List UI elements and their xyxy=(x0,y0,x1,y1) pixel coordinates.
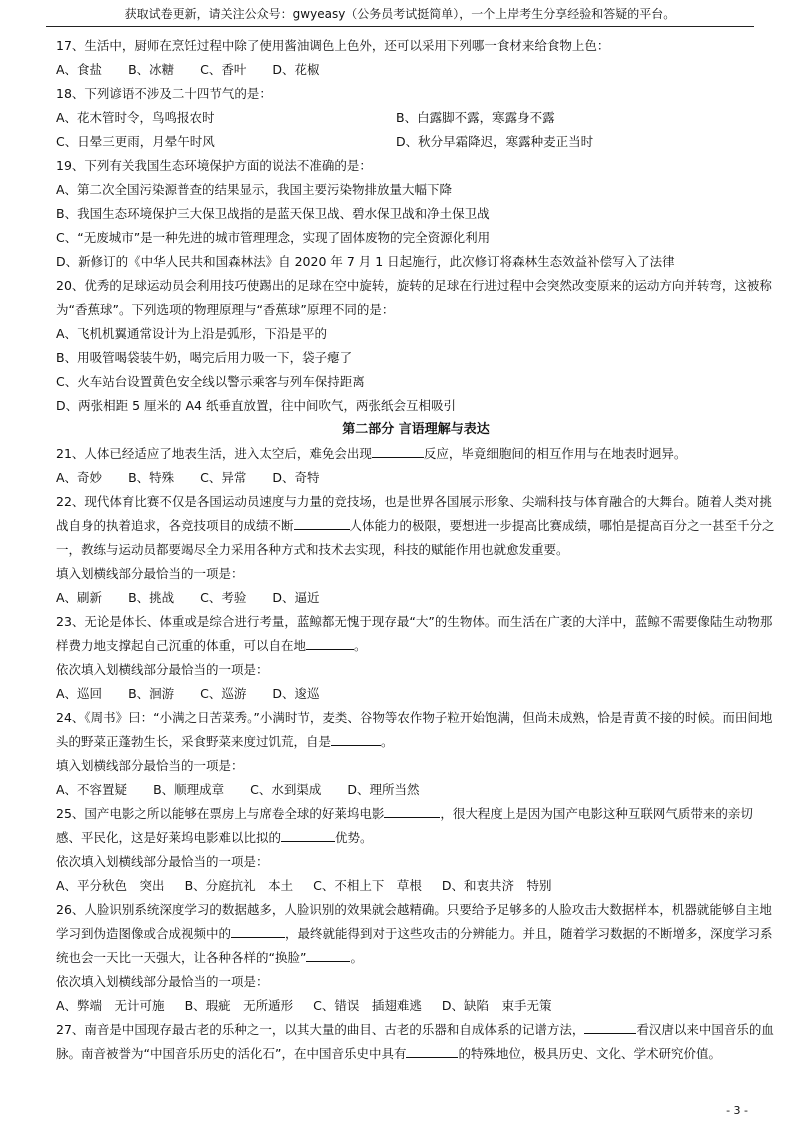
q25-stem-part3: 优势。 xyxy=(335,830,373,845)
q26-option-a: A、弊端 无计可施 xyxy=(56,998,165,1013)
q23-ask: 依次填入划横线部分最恰当的一项是： xyxy=(56,662,269,677)
q24-option-b: B、顺理成章 xyxy=(153,782,225,797)
page-number: - 3 - xyxy=(726,1104,748,1117)
q26-ask: 依次填入划横线部分最恰当的一项是： xyxy=(56,974,269,989)
q21-stem-part2: 反应，毕竟细胞间的相互作用与在地表时迥异。 xyxy=(423,446,687,461)
q19-option-a: A、第二次全国污染源普查的结果显示，我国主要污染物排放量大幅下降 xyxy=(56,182,453,197)
q25-option-c: C、不相上下 草根 xyxy=(313,878,422,893)
q17-option-b: B、冰糖 xyxy=(128,62,175,77)
q26-stem-part2: ，最终就能得到对于这些攻击的分辨能力。并且，随着学习数据的不断增多，深度学习系统也会一天比一天强大，让各种各样的“换脸” xyxy=(56,926,773,965)
page-header: 获取试卷更新，请关注公众号：gwyeasy（公务员考试挺简单），一个上岸考生分享经验和答疑的平台。 xyxy=(124,7,676,21)
document-body xyxy=(56,34,776,1066)
q21-option-c: C、异常 xyxy=(200,470,247,485)
q22-blank xyxy=(294,515,350,530)
q20-option-d: D、两张相距 5 厘米的 A4 纸垂直放置，往中间吹气，两张纸会互相吸引 xyxy=(56,398,456,413)
q24-stem xyxy=(56,706,776,754)
q17-option-c: C、香叶 xyxy=(200,62,247,77)
q25-options xyxy=(56,874,776,898)
q21-options xyxy=(56,466,776,490)
q20-option-a: A、飞机机翼通常设计为上沿是弧形，下沿是平的 xyxy=(56,326,328,341)
q21-blank xyxy=(372,443,424,458)
q19-option-d: D、新修订的《中华人民共和国森林法》自 2020 年 7 月 1 日起施行，此次修订将森林生态效益补偿写入了法律 xyxy=(56,254,675,269)
q17-stem: 17、生活中，厨师在烹饪过程中除了使用酱油调色上色外，还可以采用下列哪一食材来给食物上色： xyxy=(56,38,610,53)
q22-stem xyxy=(56,490,776,562)
q26-option-d: D、缺陷 束手无策 xyxy=(441,998,552,1013)
q26-blank-2 xyxy=(306,947,350,962)
q26-stem-part1: 26、人脸识别系统深度学习的数据越多，人脸识别的效果就会越精确。只要给予足够多的人脸攻击大数据样本，机器就能够自主地学习到伪造图像或合成视频中的 xyxy=(56,902,772,941)
q23-stem-part1: 23、无论是体长、体重或是综合进行考量，蓝鲸都无愧于现存最“大”的生物体。而生活在广袤的大洋中，蓝鲸不需要像陆生动物那样费力地支撑起自己沉重的体重，可以自在地 xyxy=(56,614,773,653)
q26-stem xyxy=(56,898,776,970)
q20-option-b: B、用吸管喝袋装牛奶，喝完后用力吸一下，袋子瘪了 xyxy=(56,350,353,365)
q24-stem-part2: 。 xyxy=(381,734,394,749)
q23-option-b: B、洄游 xyxy=(128,686,175,701)
q19-option-b: B、我国生态环境保护三大保卫战指的是蓝天保卫战、碧水保卫战和净土保卫战 xyxy=(56,206,490,221)
q25-option-d: D、和衷共济 特别 xyxy=(441,878,552,893)
q26-options xyxy=(56,994,776,1018)
q25-stem-part1: 25、国产电影之所以能够在票房上与席卷全球的好莱坞电影 xyxy=(56,806,385,821)
q21-stem-part1: 21、人体已经适应了地表生活，进入太空后，难免会出现 xyxy=(56,446,372,461)
q26-stem-part3: 。 xyxy=(350,950,363,965)
q22-option-d: D、逼近 xyxy=(272,590,320,605)
q23-options xyxy=(56,682,776,706)
q27-stem-part3: 的特殊地位，极具历史、文化、学术研究价值。 xyxy=(458,1046,721,1061)
q24-option-c: C、水到渠成 xyxy=(250,782,322,797)
q22-options xyxy=(56,586,776,610)
q24-options xyxy=(56,778,776,802)
q21-option-b: B、特殊 xyxy=(128,470,175,485)
q21-option-a: A、奇妙 xyxy=(56,470,103,485)
q20-stem: 20、优秀的足球运动员会利用技巧使踢出的足球在空中旋转，旋转的足球在行进过程中会突然改变原来的运动方向并转弯，这被称为“香蕉球”。下列选项的物理原理与“香蕉球”原理不同的是： xyxy=(56,278,772,317)
q22-option-a: A、刷新 xyxy=(56,590,103,605)
q17-option-d: D、花椒 xyxy=(272,62,320,77)
q25-option-a: A、平分秋色 突出 xyxy=(56,878,165,893)
q25-option-b: B、分庭抗礼 本土 xyxy=(184,878,294,893)
q22-stem-part2: 人体能力的极限，要想进一步提高比赛成绩，哪怕是提高百分之一甚至千分之一，教练与运动员都要竭尽全力采用各种方式和技术去实现，科技的赋能作用也就愈发重要。 xyxy=(56,518,775,557)
q23-stem xyxy=(56,610,776,658)
q26-option-c: C、错误 插翅难逃 xyxy=(313,998,422,1013)
q18-option-d: D、秋分早霜降迟，寒露种麦正当时 xyxy=(396,134,594,149)
q22-option-c: C、考验 xyxy=(200,590,247,605)
q27-stem xyxy=(56,1018,776,1066)
q19-stem: 19、下列有关我国生态环境保护方面的说法不准确的是： xyxy=(56,158,372,173)
header-divider xyxy=(46,26,754,27)
q27-stem-part1: 27、南音是中国现存最古老的乐种之一，以其大量的曲目、古老的乐器和自成体系的记谱方法， xyxy=(56,1022,585,1037)
q18-options-row2 xyxy=(56,130,776,154)
q25-stem-part2: ，很大程度上是因为国产电影这种互联网气质带来的亲切感、平民化，这是好莱坞电影难以比拟的 xyxy=(56,806,753,845)
q19-option-c: C、“无废城市”是一种先进的城市管理理念，实现了固体废物的完全资源化利用 xyxy=(56,230,491,245)
q24-blank xyxy=(331,731,381,746)
q23-stem-part2: 。 xyxy=(354,638,367,653)
q27-stem-part2: 看汉唐以来中国音乐的血脉。南音被誉为“中国音乐历史的活化石”，在中国音乐史中具有 xyxy=(56,1022,774,1061)
q24-ask: 填入划横线部分最恰当的一项是： xyxy=(56,758,244,773)
q18-option-b: B、白露脚不露，寒露身不露 xyxy=(396,110,555,125)
q22-stem-part1: 22、现代体育比赛不仅是各国运动员速度与力量的竞技场，也是世界各国展示形象、尖端科技与体育融合的大舞台。随着人类对挑战自身的执着追求，各竞技项目的成绩不断 xyxy=(56,494,772,533)
q25-stem xyxy=(56,802,776,850)
q25-blank-2 xyxy=(281,827,335,842)
q24-stem-part1: 24、《周书》曰：“小满之日苦菜秀。”小满时节，麦类、谷物等农作物子粒开始饱满，但尚未成熟，恰是青黄不接的时候。而田间地头的野菜正蓬勃生长，采食野菜来度过饥荒，自是 xyxy=(56,710,773,749)
q27-blank-2 xyxy=(406,1043,458,1058)
q18-option-c: C、日晕三更雨，月晕午时风 xyxy=(56,134,215,149)
q23-option-a: A、巡回 xyxy=(56,686,103,701)
q25-blank-1 xyxy=(384,803,440,818)
section-title: 第二部分 言语理解与表达 xyxy=(342,422,490,437)
q24-option-a: A、不容置疑 xyxy=(56,782,128,797)
q17-option-a: A、食盐 xyxy=(56,62,103,77)
q23-blank xyxy=(306,635,354,650)
q22-option-b: B、挑战 xyxy=(128,590,175,605)
q18-stem: 18、下列谚语不涉及二十四节气的是： xyxy=(56,86,272,101)
q21-stem xyxy=(56,442,776,466)
q24-option-d: D、理所当然 xyxy=(347,782,420,797)
q26-blank-1 xyxy=(231,923,285,938)
q22-ask: 填入划横线部分最恰当的一项是： xyxy=(56,566,244,581)
q23-option-c: C、巡游 xyxy=(200,686,247,701)
q20-option-c: C、火车站台设置黄色安全线以警示乘客与列车保持距离 xyxy=(56,374,365,389)
q17-options xyxy=(56,58,776,82)
q23-option-d: D、逡巡 xyxy=(272,686,320,701)
q26-option-b: B、瑕疵 无所遁形 xyxy=(184,998,294,1013)
q25-ask: 依次填入划横线部分最恰当的一项是： xyxy=(56,854,269,869)
q21-option-d: D、奇特 xyxy=(272,470,320,485)
q18-options-row1 xyxy=(56,106,776,130)
q27-blank-1 xyxy=(584,1019,636,1034)
q18-option-a: A、花木管时令，鸟鸣报农时 xyxy=(56,110,215,125)
